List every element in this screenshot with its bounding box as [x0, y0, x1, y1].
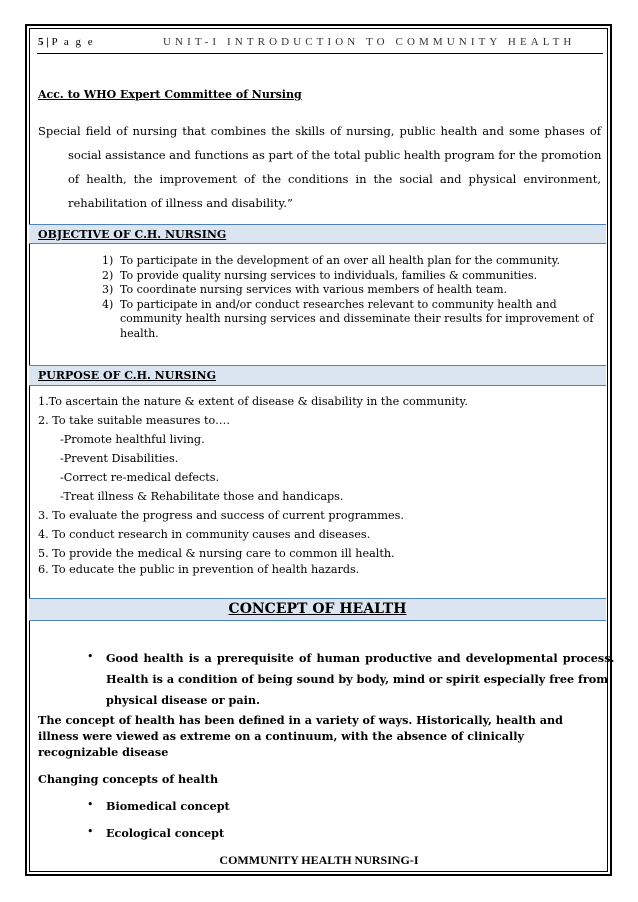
- objective-list: [102, 254, 602, 341]
- bullet-icon: •: [87, 825, 94, 838]
- list-item: 3. To evaluate the progress and success of current programmes.: [38, 509, 404, 522]
- purpose-heading-bar: [29, 365, 606, 386]
- objective-heading: OBJECTIVE OF C.H. NURSING: [38, 228, 227, 241]
- list-item: 2) To provide quality nursing services to individuals, families & communities.: [102, 268, 538, 282]
- concept-heading-bar: [29, 598, 606, 621]
- who-title: Acc. to WHO Expert Committee of Nursing: [38, 88, 302, 101]
- list-item: 4. To conduct research in community causes and diseases.: [38, 528, 371, 541]
- concept-bullet-line: Good health is a prerequisite of human productive and developmental process.: [106, 651, 615, 665]
- definition-line: social assistance and functions as part of the total public health program for the promotion: [68, 148, 602, 162]
- page-number: 5 | P a g e: [38, 36, 95, 48]
- list-item: 5. To provide the medical & nursing care to common ill health.: [38, 547, 395, 560]
- page-header: [38, 36, 603, 52]
- definition-line: of health, the improvement of the conditions in the social and physical environment,: [68, 172, 601, 186]
- list-item: -Prevent Disabilities.: [60, 452, 179, 465]
- list-item: 2. To take suitable measures to….: [38, 414, 230, 427]
- list-item: 4) To participate in and/or conduct researches relevant to community health and community health nursing services and disseminate their results for improvement of health.: [102, 297, 594, 340]
- unit-title: UNIT-I INTRODUCTION TO COMMUNITY HEALTH: [163, 36, 576, 48]
- list-item: -Correct re-medical defects.: [60, 471, 220, 484]
- concept-bullet-line: Health is a condition of being sound by body, mind or spirit especially free from: [106, 672, 609, 686]
- changing-concepts-title: Changing concepts of health: [38, 772, 219, 786]
- list-item: -Promote healthful living.: [60, 433, 205, 446]
- list-item: 1) To participate in the development of an over all health plan for the community.: [102, 254, 560, 267]
- list-item: 1.To ascertain the nature & extent of disease & disability in the community.: [38, 395, 468, 408]
- who-definition: [38, 119, 601, 215]
- concept-heading: CONCEPT OF HEALTH: [228, 601, 407, 617]
- list-item: 6. To educate the public in prevention of health hazards.: [38, 563, 360, 576]
- list-item: -Treat illness & Rehabilitate those and handicaps.: [60, 490, 344, 503]
- concept-paragraph: The concept of health has been defined in a variety of ways. Historically, health and illness were viewed as extreme on a continuum, with the absence of clinically recognizable disease: [38, 713, 563, 759]
- concept-item: Biomedical concept: [106, 799, 230, 813]
- objective-heading-bar: [29, 224, 606, 244]
- concept-item: Ecological concept: [106, 826, 225, 840]
- header-rule: [37, 53, 603, 54]
- purpose-heading: PURPOSE OF C.H. NURSING: [38, 369, 217, 382]
- list-item: 3) To coordinate nursing services with various members of health team.: [102, 283, 507, 296]
- definition-line: rehabilitation of illness and disability.”: [68, 196, 293, 210]
- concept-bullet-line: physical disease or pain.: [106, 693, 260, 707]
- bullet-icon: •: [87, 650, 94, 663]
- page-footer: COMMUNITY HEALTH NURSING-I: [219, 853, 419, 867]
- definition-line: Special field of nursing that combines the skills of nursing, public health and some phases of: [38, 124, 601, 138]
- bullet-icon: •: [87, 798, 94, 811]
